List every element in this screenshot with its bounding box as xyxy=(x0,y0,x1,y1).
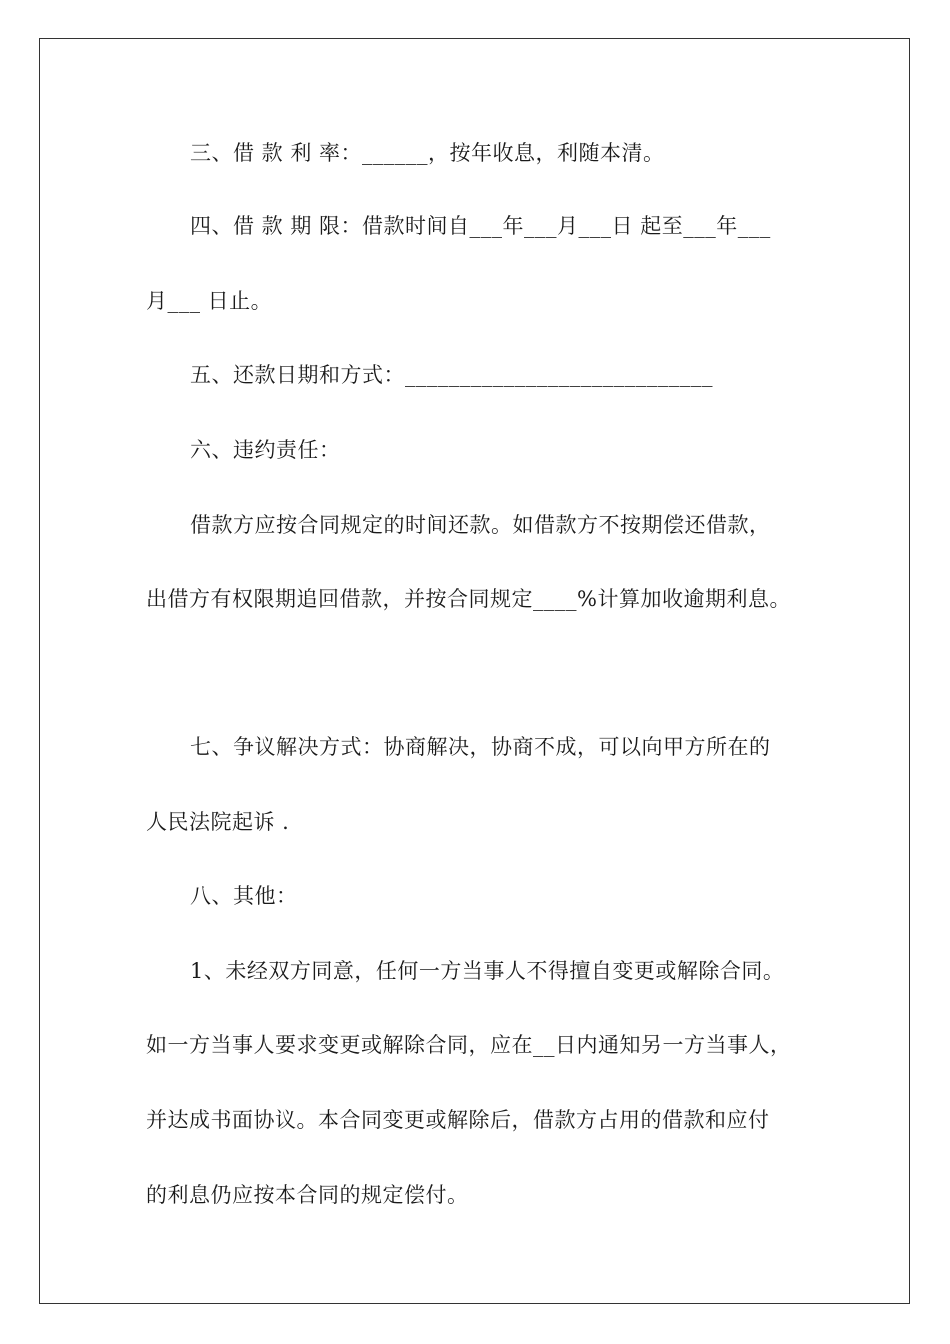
clause-8-item-1-line-4: 的利息仍应按本合同的规定偿付。 xyxy=(146,1183,469,1207)
clause-6-text-line-2: 出借方有权限期追回借款，并按合同规定____%计算加收逾期利息。 xyxy=(146,587,791,611)
clause-8-item-1-line-2: 如一方当事人要求变更或解除合同，应在__日内通知另一方当事人， xyxy=(146,1033,792,1057)
clause-6-heading: 六、违约责任： xyxy=(190,438,341,462)
clause-7-dispute-continued: 人民法院起诉 . xyxy=(146,810,290,834)
clause-7-dispute: 七、争议解决方式：协商解决，协商不成，可以向甲方所在的 xyxy=(190,735,771,759)
clause-4-loan-term: 四、借 款 期 限：借款时间自___年___月___日 起至___年___ xyxy=(190,214,771,238)
clause-8-item-1-line-1: 1、未经双方同意，任何一方当事人不得擅自变更或解除合同。 xyxy=(190,959,785,983)
clause-6-text-line-1: 借款方应按合同规定的时间还款。如借款方不按期偿还借款， xyxy=(190,513,771,537)
clause-5-repayment: 五、还款日期和方式：____________________________ xyxy=(190,363,713,387)
clause-3-interest-rate: 三、借 款 利 率：______，按年收息，利随本清。 xyxy=(190,141,665,165)
clause-4-loan-term-continued: 月___ 日止。 xyxy=(146,289,273,313)
clause-8-item-1-line-3: 并达成书面协议。本合同变更或解除后，借款方占用的借款和应付 xyxy=(146,1108,770,1132)
clause-8-heading: 八、其他： xyxy=(190,884,298,908)
